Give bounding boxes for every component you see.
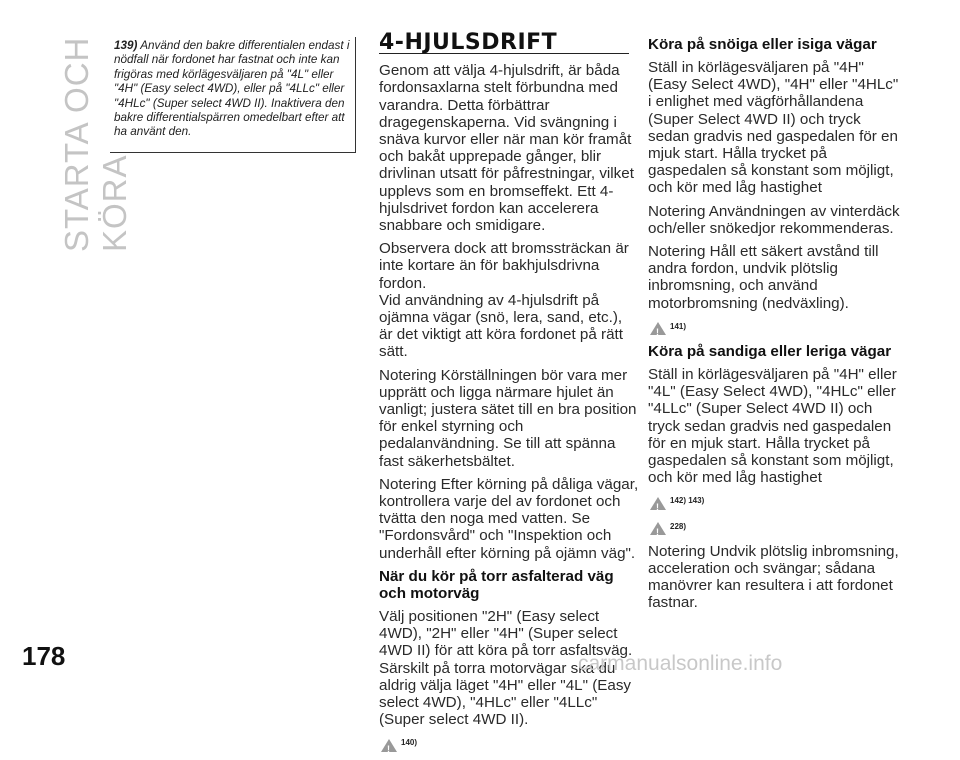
subheading-sand: Köra på sandiga eller leriga vägar — [648, 343, 892, 361]
subheading-dry-road: När du kör på torr asfalterad väg och motorväg — [379, 567, 614, 602]
paragraph: Notering Användningen av vinterdäck och/eller snökedjor rekommenderas. — [648, 202, 900, 237]
paragraph: Ställ in körlägesväljaren på "4H" eller "4L" (Easy Select 4WD), "4HLc" eller "4LLc" (Super Select 4WD II) och tryck sedan gradvis ned gaspedalen för en mjuk start. Hålla trycket på gaspedalen så konstant som möjligt, och kör med låg hastighet — [648, 366, 897, 487]
chapter-side-tab: STARTA OCH KÖRA — [58, 36, 133, 252]
paragraph: Notering Körställningen bör vara mer upprätt och ligga närmare hjulet än vanligt; justera sätet till en bra position för enkel styrning och pedalanvändning. Se till att spänna fast säkerhetsbältet. — [379, 366, 637, 470]
warning-triangle-icon — [650, 497, 666, 510]
paragraph: Observera dock att bromssträckan är inte kortare än för bakhjulsdrivna fordon. — [379, 240, 629, 292]
reference-number: 141) — [670, 321, 687, 331]
warning-reference — [650, 318, 902, 335]
warning-reference — [650, 492, 902, 509]
paragraph: Notering Håll ett säkert avstånd till andra fordon, undvik plötslig inbromsning, och använd motorbromsning (nedväxling). — [648, 243, 879, 312]
footer-watermark: carmanualsonline.info — [578, 652, 783, 675]
paragraph: Vid användning av 4-hjulsdrift på ojämna vägar (snö, lera, sand, etc.), är det viktigt att köra fordonet på rätt sätt. — [379, 291, 623, 361]
page-number: 178 — [22, 641, 66, 671]
warning-triangle-icon — [650, 322, 666, 335]
warning-box — [110, 37, 356, 153]
warning-triangle-icon — [650, 522, 666, 535]
warning-reference — [381, 734, 639, 751]
column-right — [648, 34, 902, 618]
paragraph: Ställ in körlägesväljaren på "4H" (Easy Select 4WD), "4H" eller "4HLc" i enlighet med vägförhållandena (Super Select 4WD II) och tryck sedan gradvis ned gaspedalen för en mjuk start. Hålla trycket på gaspedalen så konstant som möjligt, och kör med låg hastighet — [648, 59, 899, 197]
paragraph: Genom att välja 4-hjulsdrift, är båda fordonsaxlarna stelt förbundna med varandra. Detta förbättrar dragegenskaperna. Vid svängning i snäva kurvor eller när man kör framåt och bakåt upprepade gånger, blir drivlinan utsatt för påfrestningar, vilket upplevs som en bromseffekt. Ett 4-hjulsdrivet fordon kan accelerera snabbare och smidigare. — [379, 62, 634, 235]
paragraph: Välj positionen "2H" (Easy select 4WD), "2H" eller "4H" (Super select 4WD II) för att köra på torr asfaltsväg. Särskilt på torra motorvägar ska du aldrig välja läget "4H" eller "4L" (Easy select 4WD), "4HLc" eller "4LLc" (Super select 4WD II). — [379, 607, 633, 729]
warning-reference — [650, 518, 902, 535]
subheading-snow: Köra på snöiga eller isiga vägar — [648, 36, 877, 53]
warning-text: Använd den bakre differentialen endast i nödfall när fordonet har fastnat och inte kan frigöras med körlägesväljaren på "4L" eller "4H" (Easy select 4WD), eller på "4LLc" eller "4HLc" (Super select 4WD II). Inaktivera den bakre differentialspärren omedelbart efter att ha använt den. — [114, 39, 350, 139]
warning-triangle-icon — [381, 739, 397, 752]
warning-ref: 139) — [114, 39, 138, 52]
section-title: 4-HJULSDRIFT — [379, 34, 629, 54]
paragraph: Notering Efter körning på dåliga vägar, kontrollera varje del av fordonet och tvätta den noga med vatten. Se "Fordonsvård" och "Inspektion och underhåll efter körning på ojämn väg". — [379, 475, 639, 562]
reference-number: 228) — [670, 521, 687, 531]
reference-number: 140) — [401, 738, 418, 748]
reference-number: 142) 143) — [670, 496, 705, 506]
paragraph: Notering Undvik plötslig inbromsning, acceleration och svängar; sådana manövrer kan resultera i att fordonet fastnar. — [648, 542, 899, 612]
column-middle — [379, 30, 639, 760]
